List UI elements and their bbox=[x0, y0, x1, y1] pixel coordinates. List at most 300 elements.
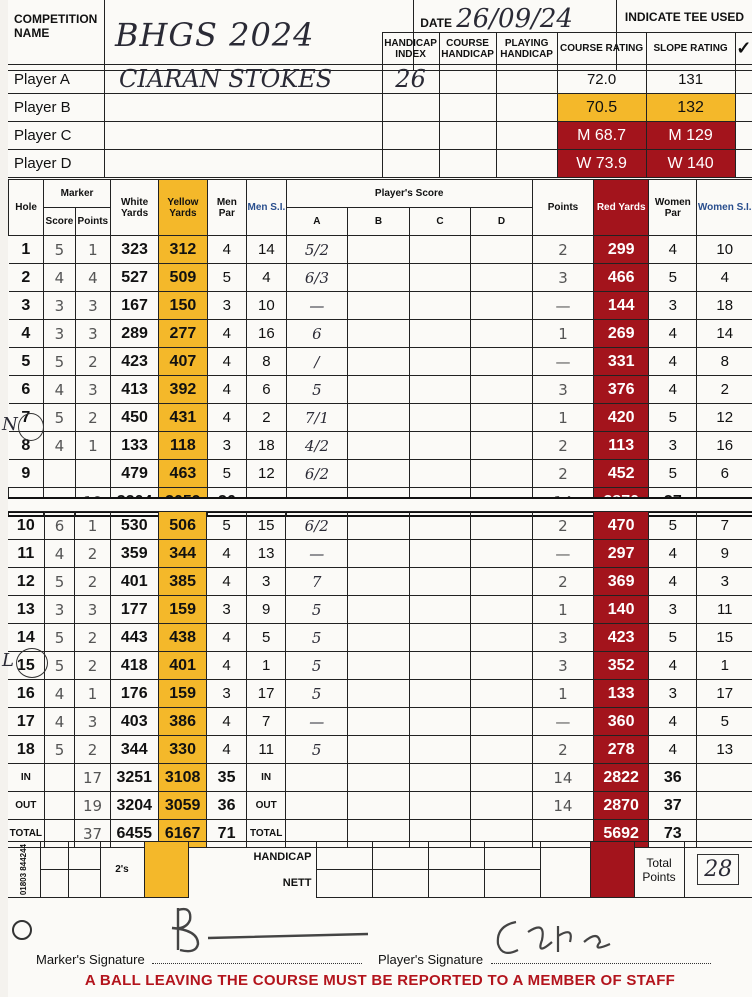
white-yards: 418 bbox=[110, 652, 158, 680]
score-b[interactable] bbox=[348, 236, 410, 264]
hole-number: 16 bbox=[8, 680, 44, 708]
date-label: DATE bbox=[420, 16, 453, 30]
totals-points[interactable]: 14 bbox=[532, 792, 594, 820]
player-a-course-hcp[interactable] bbox=[439, 65, 496, 94]
player-d-course-hcp[interactable] bbox=[439, 150, 496, 178]
women-si: 4 bbox=[697, 264, 752, 292]
totals-b[interactable] bbox=[347, 792, 409, 820]
men-si: 5 bbox=[246, 624, 286, 652]
yellow-yards: 159 bbox=[158, 680, 206, 708]
twos-c[interactable] bbox=[40, 870, 68, 898]
competition-label: COMPETITION NAME bbox=[8, 0, 105, 70]
points[interactable]: 2 bbox=[532, 512, 594, 540]
men-par: 5 bbox=[207, 264, 247, 292]
score-d[interactable] bbox=[471, 736, 533, 764]
hcp-b[interactable] bbox=[372, 842, 428, 870]
annotation-n8: N bbox=[2, 414, 18, 435]
women-si: 12 bbox=[697, 404, 752, 432]
twos-a[interactable] bbox=[40, 842, 68, 870]
score-c[interactable] bbox=[409, 460, 471, 488]
nett-d[interactable] bbox=[484, 870, 540, 898]
hole-row bbox=[9, 460, 752, 488]
yellow-yards: 330 bbox=[158, 736, 206, 764]
marker-score[interactable]: 3 bbox=[44, 292, 76, 320]
score-d[interactable] bbox=[471, 652, 533, 680]
hole-row bbox=[9, 264, 752, 292]
marker-points[interactable]: 2 bbox=[75, 540, 110, 568]
points[interactable]: — bbox=[532, 348, 594, 376]
score-b[interactable] bbox=[348, 348, 410, 376]
hole-row bbox=[9, 376, 752, 404]
nett-a[interactable] bbox=[316, 870, 372, 898]
score-a[interactable]: 6/3 bbox=[286, 264, 348, 292]
hole-row bbox=[9, 236, 752, 264]
score-d[interactable] bbox=[471, 624, 533, 652]
white-yards: 289 bbox=[110, 320, 158, 348]
women-si: 11 bbox=[697, 596, 752, 624]
points[interactable]: 3 bbox=[532, 376, 594, 404]
white-yards: 133 bbox=[110, 432, 158, 460]
hole-row bbox=[8, 540, 752, 568]
points[interactable]: 2 bbox=[532, 236, 594, 264]
player-b-course-hcp[interactable] bbox=[439, 94, 496, 122]
marker-score[interactable]: 3 bbox=[44, 320, 76, 348]
red-yards: 466 bbox=[594, 264, 649, 292]
women-si: 8 bbox=[697, 348, 752, 376]
marker-points[interactable]: 1 bbox=[75, 236, 110, 264]
white-yards: 323 bbox=[110, 236, 158, 264]
marker-score[interactable]: 4 bbox=[44, 708, 75, 736]
score-d[interactable] bbox=[471, 568, 533, 596]
marker-score[interactable]: 4 bbox=[44, 540, 75, 568]
player-a-playing-hcp[interactable] bbox=[496, 65, 557, 94]
score-a[interactable]: 5/2 bbox=[286, 236, 348, 264]
player-c-playing-hcp[interactable] bbox=[496, 122, 557, 150]
player-a-handicap[interactable]: 26 bbox=[395, 65, 426, 93]
yellow-yards: 150 bbox=[159, 292, 207, 320]
men-si: 16 bbox=[247, 320, 287, 348]
score-c[interactable] bbox=[409, 348, 471, 376]
points[interactable]: 1 bbox=[532, 320, 594, 348]
col-women-si: Women S.I. bbox=[697, 180, 752, 236]
player-d-playing-hcp[interactable] bbox=[496, 150, 557, 178]
women-par: 4 bbox=[649, 236, 697, 264]
red-yards: 470 bbox=[594, 512, 649, 540]
col-men-par: Men Par bbox=[207, 180, 247, 236]
marker-score[interactable]: 5 bbox=[44, 236, 76, 264]
score-a[interactable]: 5 bbox=[286, 652, 348, 680]
score-c[interactable] bbox=[409, 404, 471, 432]
men-si: 11 bbox=[246, 736, 286, 764]
player-c-course-hcp[interactable] bbox=[439, 122, 496, 150]
player-d-handicap[interactable] bbox=[382, 150, 439, 178]
marker-points[interactable]: 2 bbox=[75, 348, 110, 376]
totals-women-par: 73 bbox=[649, 820, 697, 848]
marker-points[interactable]: 3 bbox=[75, 596, 110, 624]
points[interactable]: 1 bbox=[532, 596, 594, 624]
score-b[interactable] bbox=[347, 708, 409, 736]
score-c[interactable] bbox=[409, 236, 471, 264]
women-par: 4 bbox=[649, 652, 697, 680]
marker-score[interactable]: 6 bbox=[44, 512, 75, 540]
marker-score[interactable] bbox=[44, 460, 76, 488]
col-marker: Marker bbox=[44, 180, 111, 208]
player-b-playing-hcp[interactable] bbox=[496, 94, 557, 122]
marker-points[interactable]: 1 bbox=[75, 680, 110, 708]
marker-score[interactable]: 5 bbox=[44, 736, 75, 764]
twos-box[interactable] bbox=[144, 842, 188, 898]
nett-b[interactable] bbox=[372, 870, 428, 898]
men-par: 4 bbox=[207, 652, 247, 680]
date-value[interactable]: 26/09/24 bbox=[456, 4, 573, 34]
score-d[interactable] bbox=[471, 376, 533, 404]
totals-red: 2870 bbox=[594, 792, 649, 820]
totals-par: 36 bbox=[207, 792, 247, 820]
men-par: 4 bbox=[207, 376, 247, 404]
marker-score[interactable]: 5 bbox=[44, 568, 75, 596]
score-d[interactable] bbox=[471, 432, 533, 460]
score-c[interactable] bbox=[409, 596, 471, 624]
circle-hole-8 bbox=[18, 413, 44, 441]
score-b[interactable] bbox=[348, 404, 410, 432]
score-b[interactable] bbox=[348, 432, 410, 460]
score-a[interactable]: 7 bbox=[286, 568, 348, 596]
hole-number: 13 bbox=[8, 596, 44, 624]
phone-number: 01803 844244 bbox=[19, 843, 29, 896]
men-par: 5 bbox=[207, 512, 247, 540]
points[interactable]: 3 bbox=[532, 264, 594, 292]
hole-row bbox=[9, 432, 752, 460]
marker-score[interactable]: 4 bbox=[44, 264, 76, 292]
score-b[interactable] bbox=[348, 264, 410, 292]
totals-marker-points[interactable]: 19 bbox=[75, 792, 110, 820]
points[interactable]: 1 bbox=[532, 680, 594, 708]
women-par: 3 bbox=[649, 292, 697, 320]
marker-points[interactable]: 2 bbox=[75, 736, 110, 764]
score-d[interactable] bbox=[471, 540, 533, 568]
women-par: 4 bbox=[649, 708, 697, 736]
totals-points[interactable]: 14 bbox=[532, 764, 594, 792]
totals-yellow: 6167 bbox=[158, 820, 206, 848]
player-d-label: Player D bbox=[8, 150, 105, 178]
marker-points[interactable]: 2 bbox=[75, 404, 110, 432]
score-d[interactable] bbox=[471, 236, 533, 264]
men-par: 4 bbox=[207, 236, 247, 264]
marker-score[interactable]: 5 bbox=[44, 652, 75, 680]
players-table bbox=[8, 32, 752, 178]
hole-row bbox=[8, 736, 752, 764]
score-b[interactable] bbox=[347, 512, 409, 540]
totals-par: 35 bbox=[207, 764, 247, 792]
score-b[interactable] bbox=[348, 292, 410, 320]
score-d[interactable] bbox=[471, 404, 533, 432]
score-a[interactable]: 5 bbox=[286, 624, 348, 652]
hole-number: 2 bbox=[9, 264, 44, 292]
totals-label-2: TOTAL bbox=[246, 820, 286, 848]
marker-signature-scribble[interactable] bbox=[158, 898, 398, 958]
score-d[interactable] bbox=[471, 680, 533, 708]
rating-yellow: 70.5 bbox=[557, 94, 646, 122]
yellow-yards: 401 bbox=[158, 652, 206, 680]
totals-women-par: 36 bbox=[649, 764, 697, 792]
score-c[interactable] bbox=[409, 320, 471, 348]
men-si: 1 bbox=[246, 652, 286, 680]
hole-row bbox=[8, 596, 752, 624]
points[interactable]: 2 bbox=[532, 736, 594, 764]
yellow-yards: 431 bbox=[159, 404, 207, 432]
totals-white: 3204 bbox=[110, 792, 158, 820]
score-d[interactable] bbox=[471, 596, 533, 624]
totals-c[interactable] bbox=[409, 792, 471, 820]
score-c[interactable] bbox=[409, 652, 471, 680]
score-d[interactable] bbox=[471, 320, 533, 348]
totals-label: IN bbox=[8, 764, 44, 792]
marker-points[interactable]: 1 bbox=[75, 512, 110, 540]
white-yards: 479 bbox=[110, 460, 158, 488]
white-yards: 403 bbox=[110, 708, 158, 736]
totals-row bbox=[8, 792, 752, 820]
red-yards: 278 bbox=[594, 736, 649, 764]
marker-score[interactable]: 5 bbox=[44, 404, 76, 432]
course-handicap-label: COURSE HANDICAP bbox=[439, 33, 496, 65]
women-par: 5 bbox=[649, 512, 697, 540]
women-si: 16 bbox=[697, 432, 752, 460]
score-c[interactable] bbox=[409, 292, 471, 320]
marker-points[interactable]: 3 bbox=[75, 708, 110, 736]
totals-d[interactable] bbox=[471, 764, 533, 792]
points[interactable]: 2 bbox=[532, 460, 594, 488]
player-c-name[interactable] bbox=[105, 122, 383, 150]
red-yards: 144 bbox=[594, 292, 649, 320]
marker-points[interactable]: 2 bbox=[75, 624, 110, 652]
col-red: Red Yards bbox=[594, 180, 649, 236]
points[interactable]: 2 bbox=[532, 432, 594, 460]
men-par: 4 bbox=[207, 320, 247, 348]
score-a[interactable]: 6/2 bbox=[286, 512, 348, 540]
player-d-name[interactable] bbox=[105, 150, 383, 178]
score-a[interactable]: 7/1 bbox=[286, 404, 348, 432]
twos-d[interactable] bbox=[68, 870, 100, 898]
marker-points[interactable]: 4 bbox=[75, 264, 110, 292]
score-c[interactable] bbox=[409, 624, 471, 652]
marker-score[interactable]: 4 bbox=[44, 680, 75, 708]
slope-red-men: M 129 bbox=[646, 122, 735, 150]
points[interactable]: 3 bbox=[532, 652, 594, 680]
white-yards: 167 bbox=[110, 292, 158, 320]
points[interactable]: — bbox=[532, 708, 594, 736]
annotation-l15: L bbox=[2, 650, 14, 671]
totals-yellow: 3108 bbox=[158, 764, 206, 792]
totals-a[interactable] bbox=[286, 764, 348, 792]
women-si: 17 bbox=[697, 680, 752, 708]
red-yards: 133 bbox=[594, 680, 649, 708]
score-c[interactable] bbox=[409, 736, 471, 764]
totals-d[interactable] bbox=[471, 792, 533, 820]
score-a[interactable]: 5 bbox=[286, 376, 348, 404]
col-c: C bbox=[409, 208, 471, 236]
totals-marker-points[interactable]: 17 bbox=[75, 764, 110, 792]
score-a[interactable]: 5 bbox=[286, 596, 348, 624]
score-c[interactable] bbox=[409, 264, 471, 292]
points[interactable]: 1 bbox=[532, 404, 594, 432]
hole-number: 9 bbox=[9, 460, 44, 488]
points[interactable]: 3 bbox=[532, 624, 594, 652]
score-c[interactable] bbox=[409, 680, 471, 708]
yellow-yards: 463 bbox=[159, 460, 207, 488]
col-white: White Yards bbox=[110, 180, 158, 236]
women-par: 4 bbox=[649, 540, 697, 568]
hole-number: 12 bbox=[8, 568, 44, 596]
totals-label-2: IN bbox=[246, 764, 286, 792]
score-d[interactable] bbox=[471, 708, 533, 736]
marker-score[interactable]: 5 bbox=[44, 624, 75, 652]
marker-score[interactable]: 3 bbox=[44, 596, 75, 624]
totals-c[interactable] bbox=[409, 764, 471, 792]
score-b[interactable] bbox=[347, 596, 409, 624]
women-par: 4 bbox=[649, 348, 697, 376]
score-d[interactable] bbox=[471, 348, 533, 376]
score-a[interactable]: — bbox=[286, 292, 348, 320]
hole-number: 7 bbox=[9, 404, 44, 432]
player-b-label: Player B bbox=[8, 94, 105, 122]
handicap-label: HANDICAP bbox=[253, 850, 312, 863]
men-si: 7 bbox=[246, 708, 286, 736]
yellow-yards: 344 bbox=[158, 540, 206, 568]
hcp-d[interactable] bbox=[484, 842, 540, 870]
playing-handicap-label: PLAYING HANDICAP bbox=[496, 33, 557, 65]
slope-white: 131 bbox=[646, 65, 735, 94]
men-si: 8 bbox=[247, 348, 287, 376]
points[interactable]: — bbox=[532, 540, 594, 568]
score-c[interactable] bbox=[409, 568, 471, 596]
score-c[interactable] bbox=[409, 512, 471, 540]
white-yards: 344 bbox=[110, 736, 158, 764]
hole-number: 3 bbox=[9, 292, 44, 320]
yellow-yards: 385 bbox=[158, 568, 206, 596]
score-c[interactable] bbox=[409, 708, 471, 736]
marker-score[interactable]: 4 bbox=[44, 376, 76, 404]
score-d[interactable] bbox=[471, 292, 533, 320]
score-c[interactable] bbox=[409, 540, 471, 568]
hole-row bbox=[9, 320, 752, 348]
score-a[interactable]: 5 bbox=[286, 680, 348, 708]
player-signature-label: Player's Signature bbox=[378, 952, 484, 967]
score-a[interactable]: 4/2 bbox=[286, 432, 348, 460]
totals-b[interactable] bbox=[347, 764, 409, 792]
competition-value[interactable]: BHGS 2024 bbox=[115, 15, 315, 54]
totals-marker-points[interactable]: 37 bbox=[75, 820, 110, 848]
marker-points[interactable]: 3 bbox=[75, 292, 110, 320]
score-b[interactable] bbox=[347, 652, 409, 680]
white-yards: 530 bbox=[110, 512, 158, 540]
red-yards: 376 bbox=[594, 376, 649, 404]
footer-table bbox=[8, 841, 752, 898]
score-b[interactable] bbox=[348, 320, 410, 348]
hole-number: 11 bbox=[8, 540, 44, 568]
points[interactable]: — bbox=[532, 292, 594, 320]
men-par: 3 bbox=[207, 432, 247, 460]
score-b[interactable] bbox=[348, 376, 410, 404]
score-a[interactable]: 6/2 bbox=[286, 460, 348, 488]
marker-points[interactable]: 3 bbox=[75, 376, 110, 404]
marker-points[interactable]: 2 bbox=[75, 652, 110, 680]
men-si: 12 bbox=[247, 460, 287, 488]
tee-tick[interactable]: ✓ bbox=[735, 33, 752, 65]
score-b[interactable] bbox=[348, 460, 410, 488]
men-par: 4 bbox=[207, 708, 247, 736]
score-d[interactable] bbox=[471, 512, 533, 540]
marker-score[interactable]: 5 bbox=[44, 348, 76, 376]
hole-number: 10 bbox=[8, 512, 44, 540]
player-c-handicap[interactable] bbox=[382, 122, 439, 150]
yellow-yards: 392 bbox=[159, 376, 207, 404]
points[interactable]: 2 bbox=[532, 568, 594, 596]
score-b[interactable] bbox=[347, 680, 409, 708]
slope-yellow: 132 bbox=[646, 94, 735, 122]
women-si: 13 bbox=[697, 736, 752, 764]
score-c[interactable] bbox=[409, 376, 471, 404]
score-a[interactable]: — bbox=[286, 708, 348, 736]
women-si: 10 bbox=[697, 236, 752, 264]
marker-points[interactable] bbox=[75, 460, 110, 488]
white-yards: 401 bbox=[110, 568, 158, 596]
score-b[interactable] bbox=[347, 624, 409, 652]
marker-points[interactable]: 1 bbox=[75, 432, 110, 460]
totals-a[interactable] bbox=[286, 792, 348, 820]
player-b-handicap[interactable] bbox=[382, 94, 439, 122]
logo-icon bbox=[12, 920, 32, 940]
men-par: 3 bbox=[207, 680, 247, 708]
hole-number: 17 bbox=[8, 708, 44, 736]
score-b[interactable] bbox=[347, 736, 409, 764]
score-b[interactable] bbox=[347, 568, 409, 596]
men-si: 10 bbox=[247, 292, 287, 320]
score-d[interactable] bbox=[471, 460, 533, 488]
marker-score[interactable]: 4 bbox=[44, 432, 76, 460]
women-par: 4 bbox=[649, 568, 697, 596]
white-yards: 176 bbox=[110, 680, 158, 708]
score-a[interactable]: — bbox=[286, 540, 348, 568]
score-a[interactable]: 5 bbox=[286, 736, 348, 764]
nett-c[interactable] bbox=[428, 870, 484, 898]
nett-label: NETT bbox=[282, 876, 312, 889]
col-d: D bbox=[471, 208, 533, 236]
yellow-yards: 277 bbox=[159, 320, 207, 348]
score-a[interactable]: / bbox=[286, 348, 348, 376]
twos-b[interactable] bbox=[68, 842, 100, 870]
red-yards: 360 bbox=[594, 708, 649, 736]
score-a[interactable]: 6 bbox=[286, 320, 348, 348]
col-hole: Hole bbox=[9, 180, 44, 236]
player-c-label: Player C bbox=[8, 122, 105, 150]
marker-points[interactable]: 3 bbox=[75, 320, 110, 348]
indicate-tee: INDICATE TEE USED bbox=[616, 0, 752, 70]
total-points-value[interactable]: 28 bbox=[697, 854, 739, 885]
player-a-name[interactable]: CIARAN STOKES bbox=[119, 65, 333, 93]
total-points-label: Total Points bbox=[634, 842, 684, 898]
men-si: 17 bbox=[246, 680, 286, 708]
yellow-yards: 118 bbox=[159, 432, 207, 460]
player-b-name[interactable] bbox=[105, 94, 383, 122]
score-d[interactable] bbox=[471, 264, 533, 292]
hcp-a[interactable] bbox=[316, 842, 372, 870]
score-c[interactable] bbox=[409, 432, 471, 460]
white-yards: 359 bbox=[110, 540, 158, 568]
score-b[interactable] bbox=[347, 540, 409, 568]
marker-points[interactable]: 2 bbox=[75, 568, 110, 596]
hcp-c[interactable] bbox=[428, 842, 484, 870]
col-women-par: Women Par bbox=[649, 180, 697, 236]
